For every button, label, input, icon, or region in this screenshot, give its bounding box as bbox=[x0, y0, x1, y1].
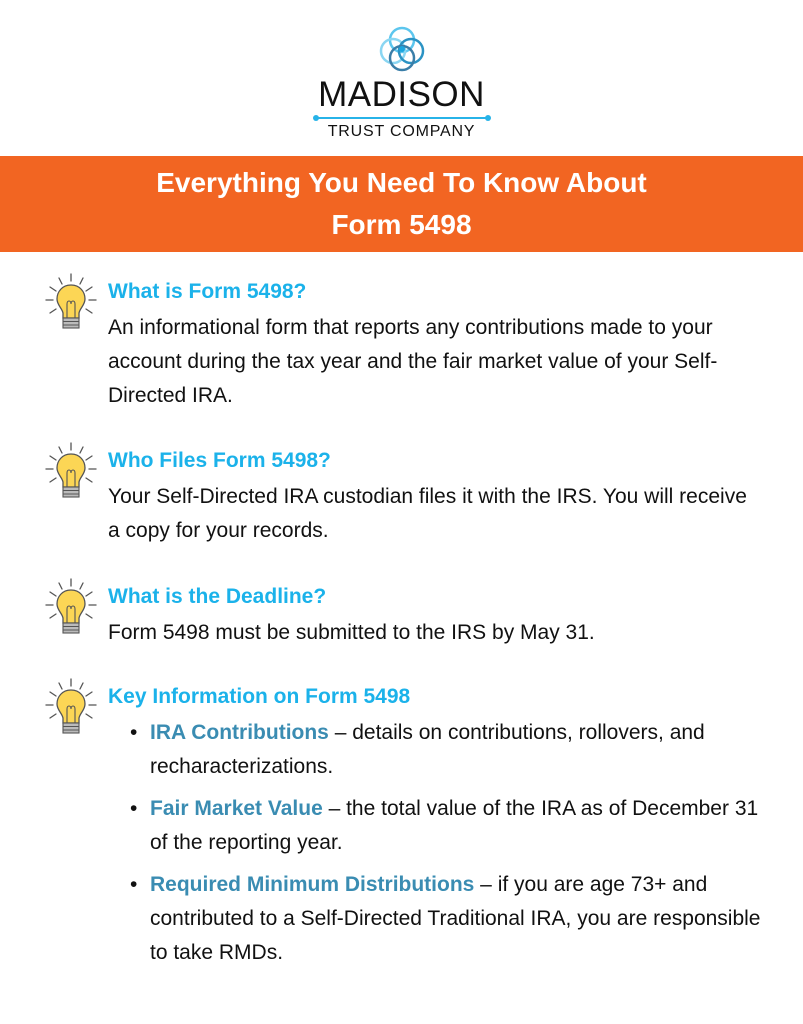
banner-title-line1: Everything You Need To Know About bbox=[156, 167, 647, 198]
lightbulb-icon bbox=[38, 676, 104, 742]
lightbulb-icon bbox=[38, 271, 104, 337]
bullet-dot: • bbox=[130, 873, 138, 896]
section-heading: Who Files Form 5498? bbox=[108, 449, 331, 472]
logo-subtitle: TRUST COMPANY bbox=[327, 123, 476, 140]
list-item-term: Fair Market Value bbox=[150, 797, 323, 820]
section-body: Your Self-Directed IRA custodian files it with the IRS. You will receive a copy for your records. bbox=[108, 485, 747, 542]
logo-divider bbox=[316, 117, 488, 119]
list-item-term: IRA Contributions bbox=[150, 721, 329, 744]
lightbulb-icon bbox=[38, 576, 104, 642]
key-info-list bbox=[130, 716, 770, 978]
list-item-text: – if you are age 73+ and contributed to a Self-Directed Traditional IRA, you are responsible to take RMDs. bbox=[150, 873, 761, 964]
list-item-text: – the total value of the IRA as of December 31 of the reporting year. bbox=[150, 797, 759, 854]
list-item bbox=[130, 792, 770, 860]
section-heading: What is the Deadline? bbox=[108, 585, 327, 608]
list-item bbox=[130, 868, 770, 970]
bullet-dot: • bbox=[130, 797, 138, 820]
logo-name: MADISON bbox=[318, 75, 485, 114]
banner-title-line2: Form 5498 bbox=[331, 209, 472, 240]
section-heading: Key Information on Form 5498 bbox=[108, 685, 411, 708]
title-banner bbox=[0, 156, 803, 252]
section-body: Form 5498 must be submitted to the IRS by May 31. bbox=[108, 621, 595, 644]
list-item bbox=[130, 716, 770, 784]
list-item-text: – details on contributions, rollovers, and recharacterizations. bbox=[150, 721, 705, 778]
section-heading: What is Form 5498? bbox=[108, 280, 307, 303]
madison-logo bbox=[0, 24, 803, 141]
bullet-dot: • bbox=[130, 721, 138, 744]
list-item-term: Required Minimum Distributions bbox=[150, 873, 475, 896]
lightbulb-icon bbox=[38, 440, 104, 506]
section-body: An informational form that reports any contributions made to your account during the tax year and the fair market value of your Self-Directed IRA. bbox=[108, 316, 718, 407]
logo-rings-icon bbox=[377, 24, 427, 74]
